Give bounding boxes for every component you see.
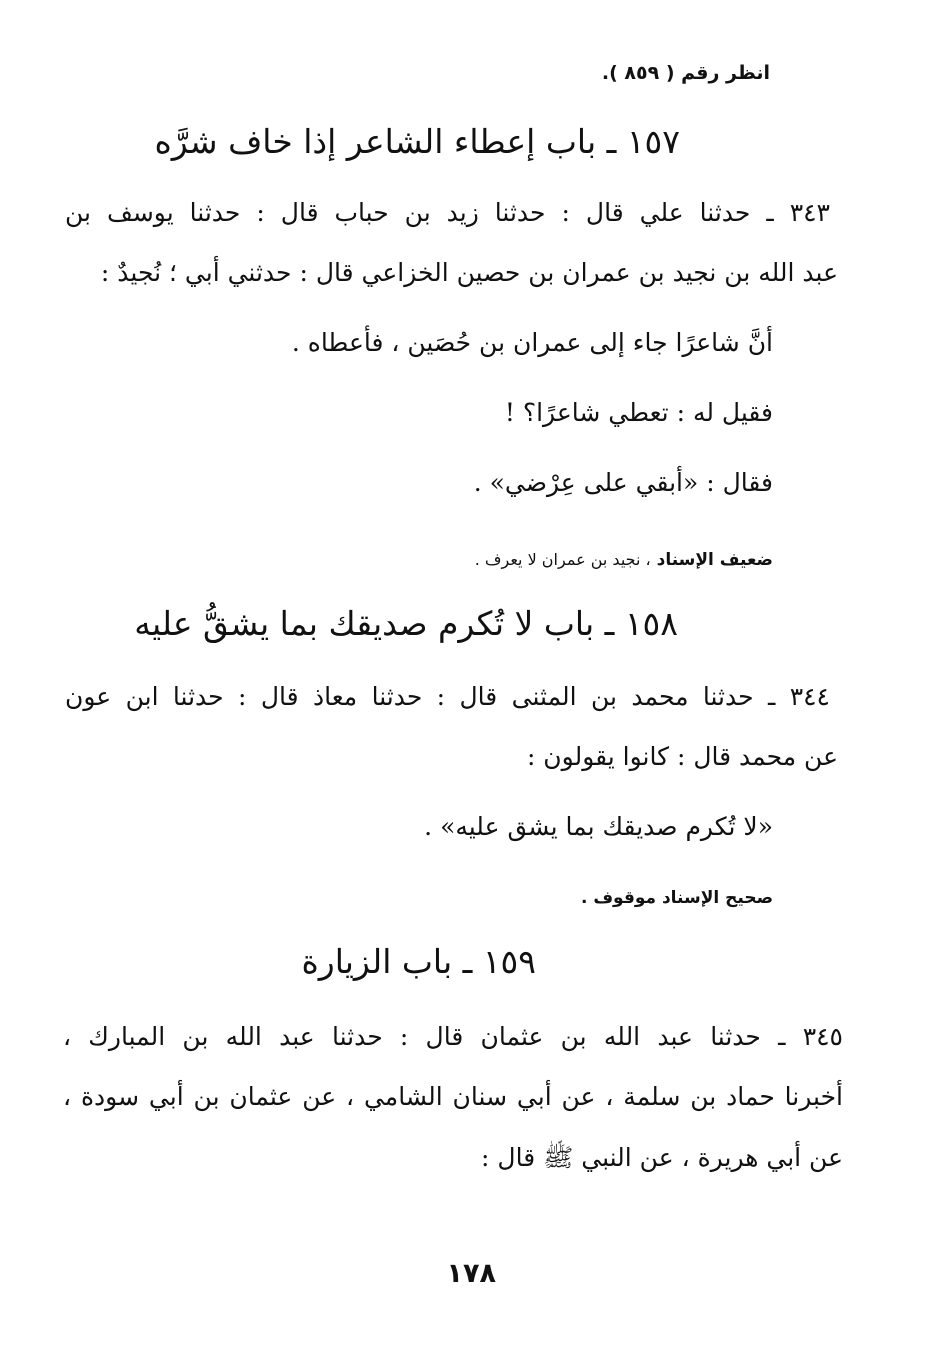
chapter-heading-158: ١٥٨ ـ باب لا تُكرم صديقك بما يشقُّ عليه	[134, 604, 678, 643]
grading-343-detail: ، نجيد بن عمران لا يعرف .	[474, 550, 651, 569]
hadith-343-text-3: فقال : «أبقي على عِرْضي» .	[473, 468, 773, 497]
chapter-heading-159: ١٥٩ ـ باب الزيارة	[301, 942, 536, 981]
hadith-343-line-1: ٣٤٣ ـ حدثنا علي قال : حدثنا زيد بن حباب قال : حدثنا يوسف بن	[65, 198, 830, 227]
hadith-345-line-1: ٣٤٥ ـ حدثنا عبد الله بن عثمان قال : حدثنا عبد الله بن المبارك ،	[63, 1022, 843, 1051]
grading-343	[475, 550, 773, 570]
hadith-345-line-2: أخبرنا حماد بن سلمة ، عن أبي سنان الشامي ، عن عثمان بن أبي سودة ،	[63, 1082, 843, 1111]
hadith-344-text-1: «لا تُكرم صديقك بما يشق عليه» .	[424, 812, 773, 841]
hadith-344-line-2: عن محمد قال : كانوا يقولون :	[526, 742, 838, 771]
hadith-344-line-1: ٣٤٤ ـ حدثنا محمد بن المثنى قال : حدثنا معاذ قال : حدثنا ابن عون	[65, 682, 830, 711]
hadith-343-text-1: أنَّ شاعرًا جاء إلى عمران بن حُصَين ، فأعطاه .	[291, 328, 773, 357]
hadith-345-line-3: عن أبي هريرة ، عن النبي ﷺ قال :	[481, 1143, 843, 1172]
hadith-343-line-2: عبد الله بن نجيد بن عمران بن حصين الخزاعي قال : حدثني أبي ؛ نُجيدٌ :	[100, 258, 838, 287]
grading-343-label: ضعيف الإسناد	[656, 550, 773, 570]
hadith-343-text-2: فقيل له : تعطي شاعرًا؟ !	[504, 398, 773, 427]
grading-344: صحيح الإسناد موقوف .	[580, 888, 773, 908]
chapter-heading-157: ١٥٧ ـ باب إعطاء الشاعر إذا خاف شرَّه	[154, 122, 680, 161]
cross-reference-note: انظر رقم ( ٨٥٩ ).	[601, 62, 770, 84]
page-number: ١٧٨	[446, 1258, 496, 1289]
